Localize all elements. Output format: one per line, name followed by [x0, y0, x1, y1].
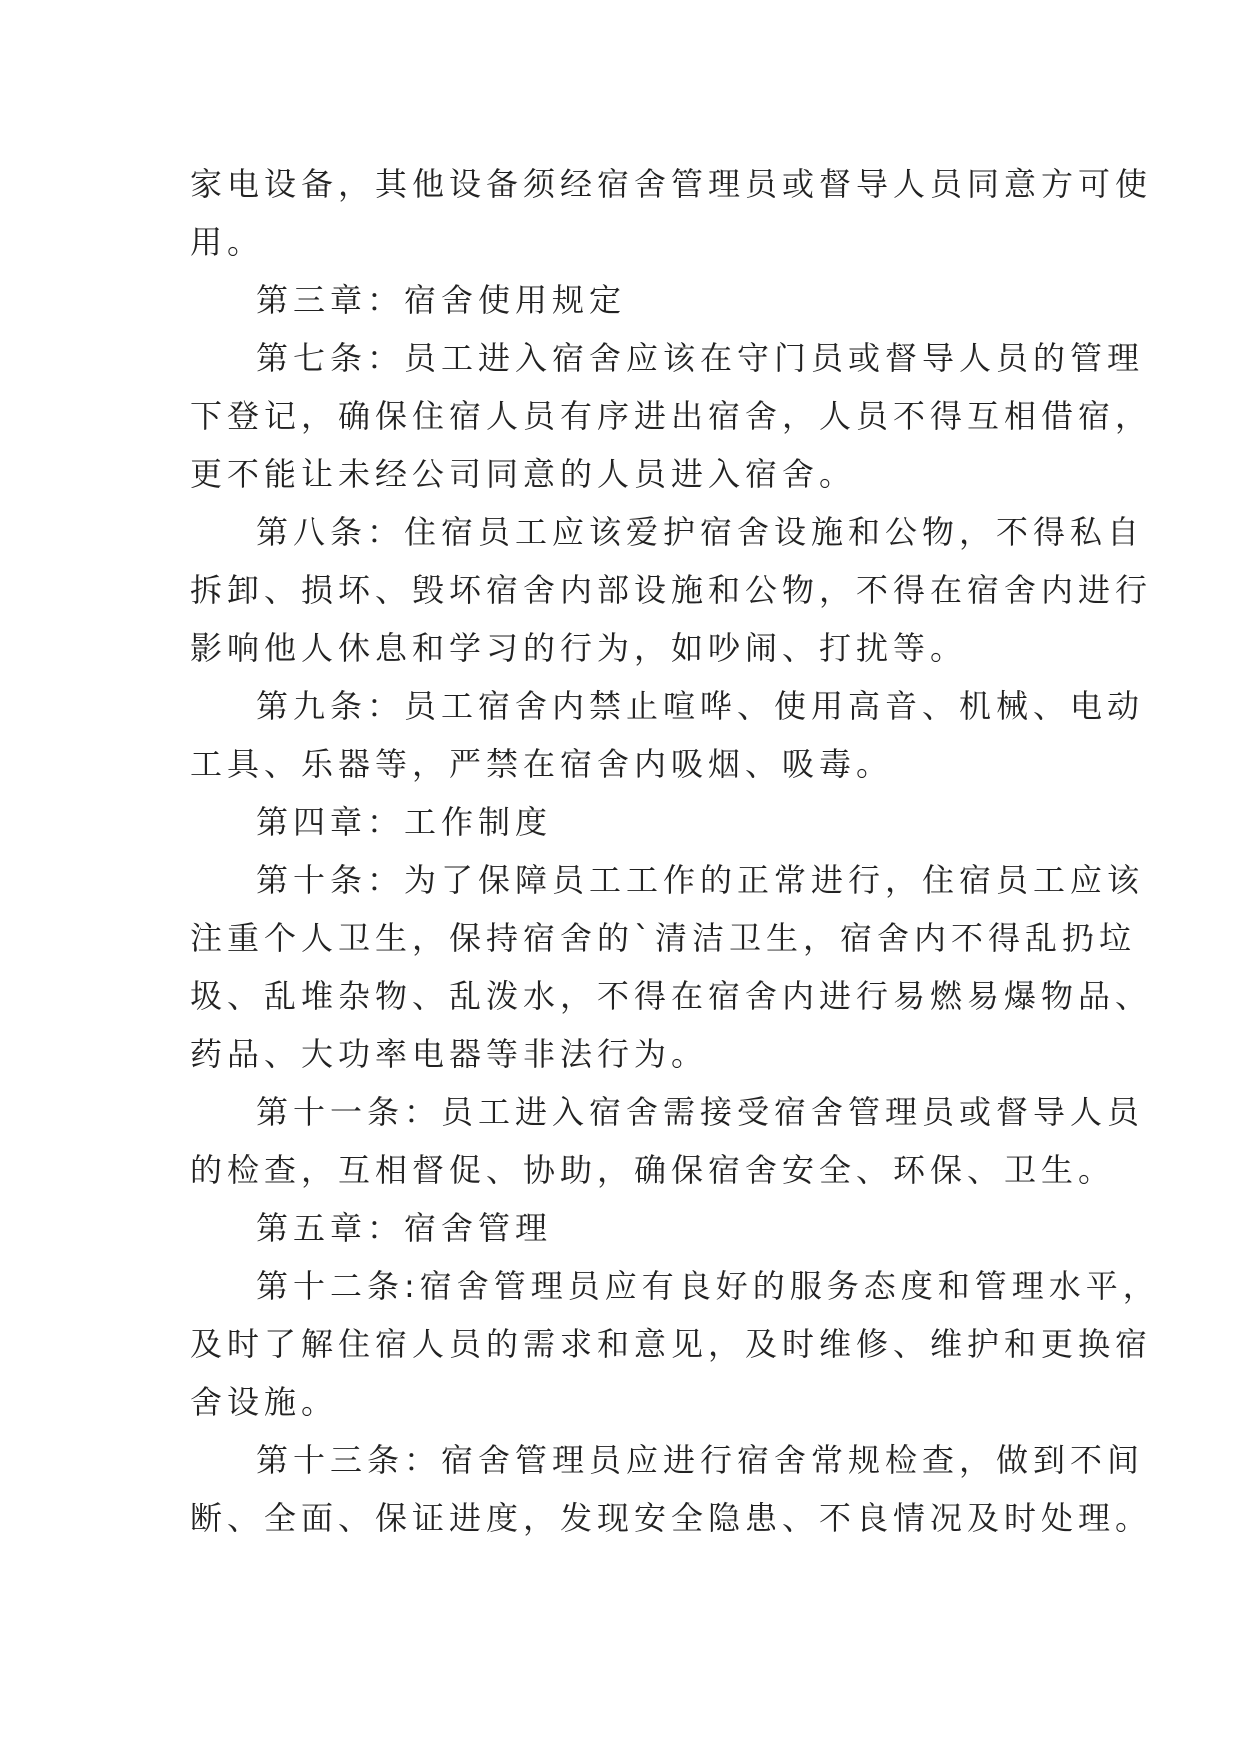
- text-line: 及时了解住宿人员的需求和意见，及时维修、维护和更换宿: [190, 1325, 1153, 1363]
- chapter-heading: 第三章：宿舍使用规定: [256, 281, 627, 319]
- text-line: 圾、乱堆杂物、乱泼水，不得在宿舍内进行易燃易爆物品、: [190, 977, 1153, 1015]
- article-start: 第十一条：员工进入宿舍需接受宿舍管理员或督导人员: [256, 1093, 1145, 1131]
- text-line: 舍设施。: [190, 1383, 339, 1421]
- text-line: 影响他人休息和学习的行为，如吵闹、打扰等。: [190, 629, 968, 667]
- text-line: 用。: [190, 223, 265, 261]
- text-line: 的检查，互相督促、协助，确保宿舍安全、环保、卫生。: [190, 1151, 1116, 1189]
- chapter-heading: 第五章：宿舍管理: [256, 1209, 553, 1247]
- text-line: 家电设备，其他设备须经宿舍管理员或督导人员同意方可使: [190, 165, 1153, 203]
- article-start: 第十二条:宿舍管理员应有良好的服务态度和管理水平，: [256, 1267, 1160, 1305]
- text-line: 工具、乐器等，严禁在宿舍内吸烟、吸毒。: [190, 745, 894, 783]
- document-body: [190, 155, 1160, 1547]
- text-line: 下登记，确保住宿人员有序进出宿舍，人员不得互相借宿，: [190, 397, 1153, 435]
- article-start: 第十条：为了保障员工工作的正常进行，住宿员工应该: [256, 861, 1145, 899]
- text-line: 断、全面、保证进度，发现安全隐患、不良情况及时处理。: [190, 1499, 1153, 1537]
- article-start: 第七条：员工进入宿舍应该在守门员或督导人员的管理: [256, 339, 1145, 377]
- text-line: 注重个人卫生，保持宿舍的`清洁卫生，宿舍内不得乱扔垃: [190, 919, 1137, 957]
- text-line: 药品、大功率电器等非法行为。: [190, 1035, 709, 1073]
- text-line: 更不能让未经公司同意的人员进入宿舍。: [190, 455, 857, 493]
- chapter-heading: 第四章：工作制度: [256, 803, 553, 841]
- article-start: 第八条：住宿员工应该爱护宿舍设施和公物，不得私自: [256, 513, 1145, 551]
- article-start: 第十三条：宿舍管理员应进行宿舍常规检查，做到不间: [256, 1441, 1145, 1479]
- text-line: 拆卸、损坏、毁坏宿舍内部设施和公物，不得在宿舍内进行: [190, 571, 1153, 609]
- article-start: 第九条：员工宿舍内禁止喧哗、使用高音、机械、电动: [256, 687, 1145, 725]
